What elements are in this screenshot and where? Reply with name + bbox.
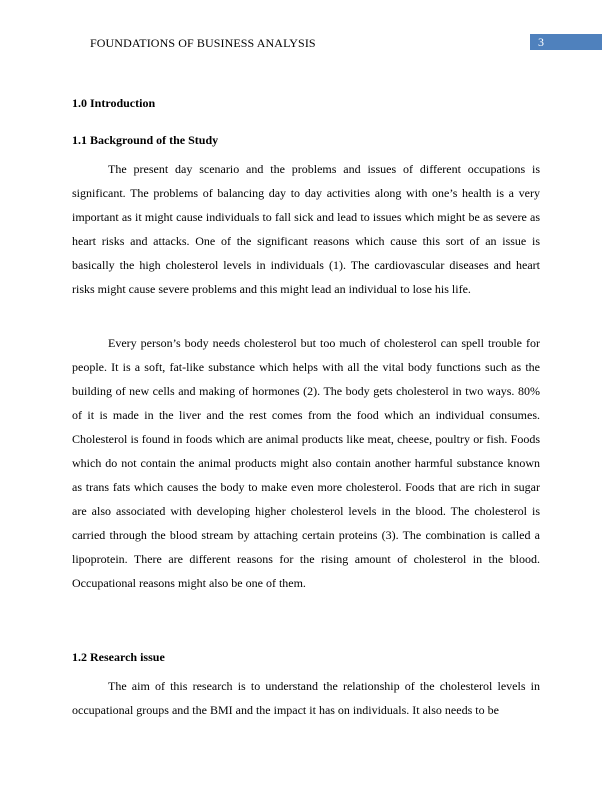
research-issue-paragraph: The aim of this research is to understand the relationship of the cholesterol levels in occupational groups and the BMI and the impact it has on individuals. It also needs to be: [72, 679, 540, 717]
page-number-badge: [530, 34, 602, 50]
page-number: 3: [538, 35, 544, 49]
background-paragraph-2: Every person’s body needs cholesterol but too much of cholesterol can spell trouble for people. It is a soft, fat-like substance which helps with all the vital body functions such as the building of new cells and making of hormones (2). The body gets cholesterol in two ways. 80% of it is made in the liver and the rest comes from the food which an individual consumes. Cholesterol is found in foods which are animal products like meat, cheese, poultry or fish. Foods which do not contain the animal products might also contain another harmful substance known as trans fats which causes the body to make even more cholesterol. Foods that are rich in sugar are also associated with developing higher cholesterol levels in the blood. The cholesterol is carried through the blood stream by attaching certain proteins (3). The combination is called a lipoprotein. There are different reasons for the rising amount of cholesterol in the blood. Occupational reasons might also be one of them.: [72, 336, 540, 590]
section-heading-research-issue: 1.2 Research issue: [72, 650, 165, 664]
background-paragraph-1: The present day scenario and the problems and issues of different occupations is significant. The problems of balancing day to day activities along with one’s health is a very important as it might cause individuals to fall sick and lead to issues which might be as severe as heart risks and attacks. One of the significant reasons which cause this sort of an issue is basically the high cholesterol levels in individuals (1). The cardiovascular diseases and heart risks might cause severe problems and this might lead an individual to lose his life.: [72, 162, 540, 296]
section-heading-background: 1.1 Background of the Study: [72, 133, 219, 147]
section-heading-introduction: 1.0 Introduction: [72, 96, 156, 110]
running-header-title: FOUNDATIONS OF BUSINESS ANALYSIS: [90, 36, 316, 50]
